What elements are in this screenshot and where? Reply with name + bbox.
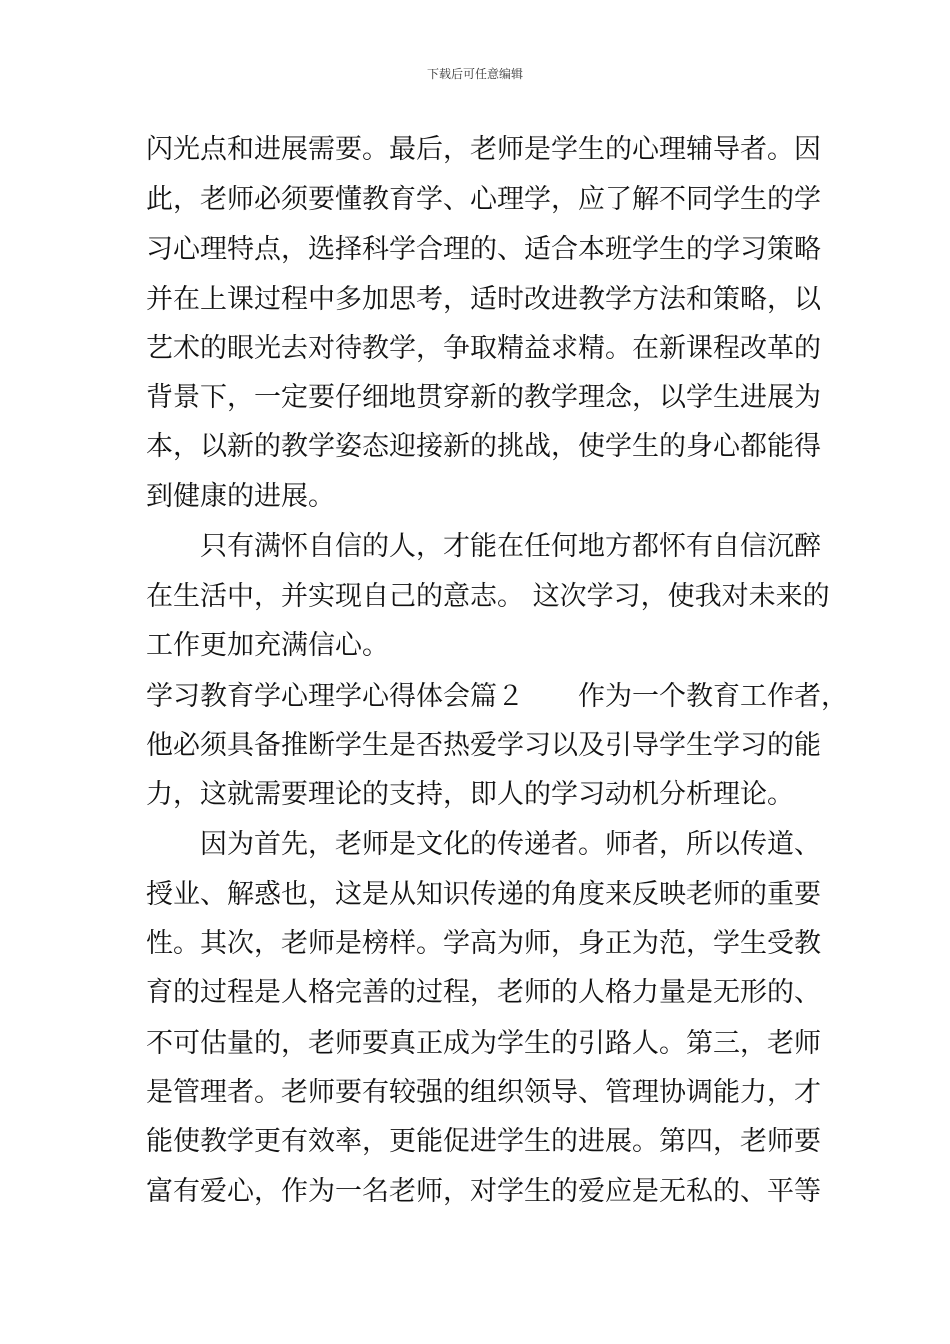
text-line: 闪光点和进展需要。最后，老师是学生的心理辅导者。因 [146, 134, 821, 165]
text-line: 习心理特点，选择科学合理的、适合本班学生的学习策略 [146, 234, 821, 265]
text-line: 能使教学更有效率，更能促进学生的进展。第四，老师要 [146, 1126, 821, 1157]
text-line: 并在上课过程中多加思考，适时改进教学方法和策略，以 [146, 284, 821, 315]
text-line: 是管理者。老师要有较强的组织领导、管理协调能力，才 [146, 1077, 821, 1108]
text-line: 工作更加充满信心。 [146, 630, 389, 661]
text-line: 在生活中，并实现自己的意志。 这次学习，使我对未来的 [146, 581, 830, 612]
section-title-line: 学习教育学心理学心得体会篇２ 作为一个教育工作者， [146, 681, 848, 712]
text-line: 艺术的眼光去对待教学，争取精益求精。在新课程改革的 [146, 333, 821, 364]
text-line: 背景下，一定要仔细地贯穿新的教学理念，以学生进展为 [146, 382, 821, 413]
text-line: 性。其次，老师是榜样。学高为师，身正为范，学生受教 [146, 928, 821, 959]
text-line: 到健康的进展。 [146, 481, 335, 512]
page-header: 下载后可任意编辑 [426, 67, 523, 81]
text-line: 授业、解惑也，这是从知识传递的角度来反映老师的重要 [146, 879, 821, 910]
text-line: 不可估量的，老师要真正成为学生的引路人。第三，老师 [146, 1028, 821, 1059]
paragraph-start-line: 因为首先，老师是文化的传递者。师者，所以传道、 [146, 829, 821, 860]
text-line: 育的过程是人格完善的过程，老师的人格力量是无形的、 [146, 977, 821, 1008]
paragraph-start-line: 只有满怀自信的人，才能在任何地方都怀有自信沉醉 [146, 531, 821, 562]
text-line: 此，老师必须要懂教育学、心理学，应了解不同学生的学 [146, 184, 821, 215]
text-line: 本，以新的教学姿态迎接新的挑战，使学生的身心都能得 [146, 431, 821, 462]
text-line: 富有爱心，作为一名老师，对学生的爱应是无私的、平等 [146, 1176, 821, 1207]
text-line: 他必须具备推断学生是否热爱学习以及引导学生学习的能 [146, 730, 821, 761]
text-line: 力，这就需要理论的支持，即人的学习动机分析理论。 [146, 779, 794, 810]
